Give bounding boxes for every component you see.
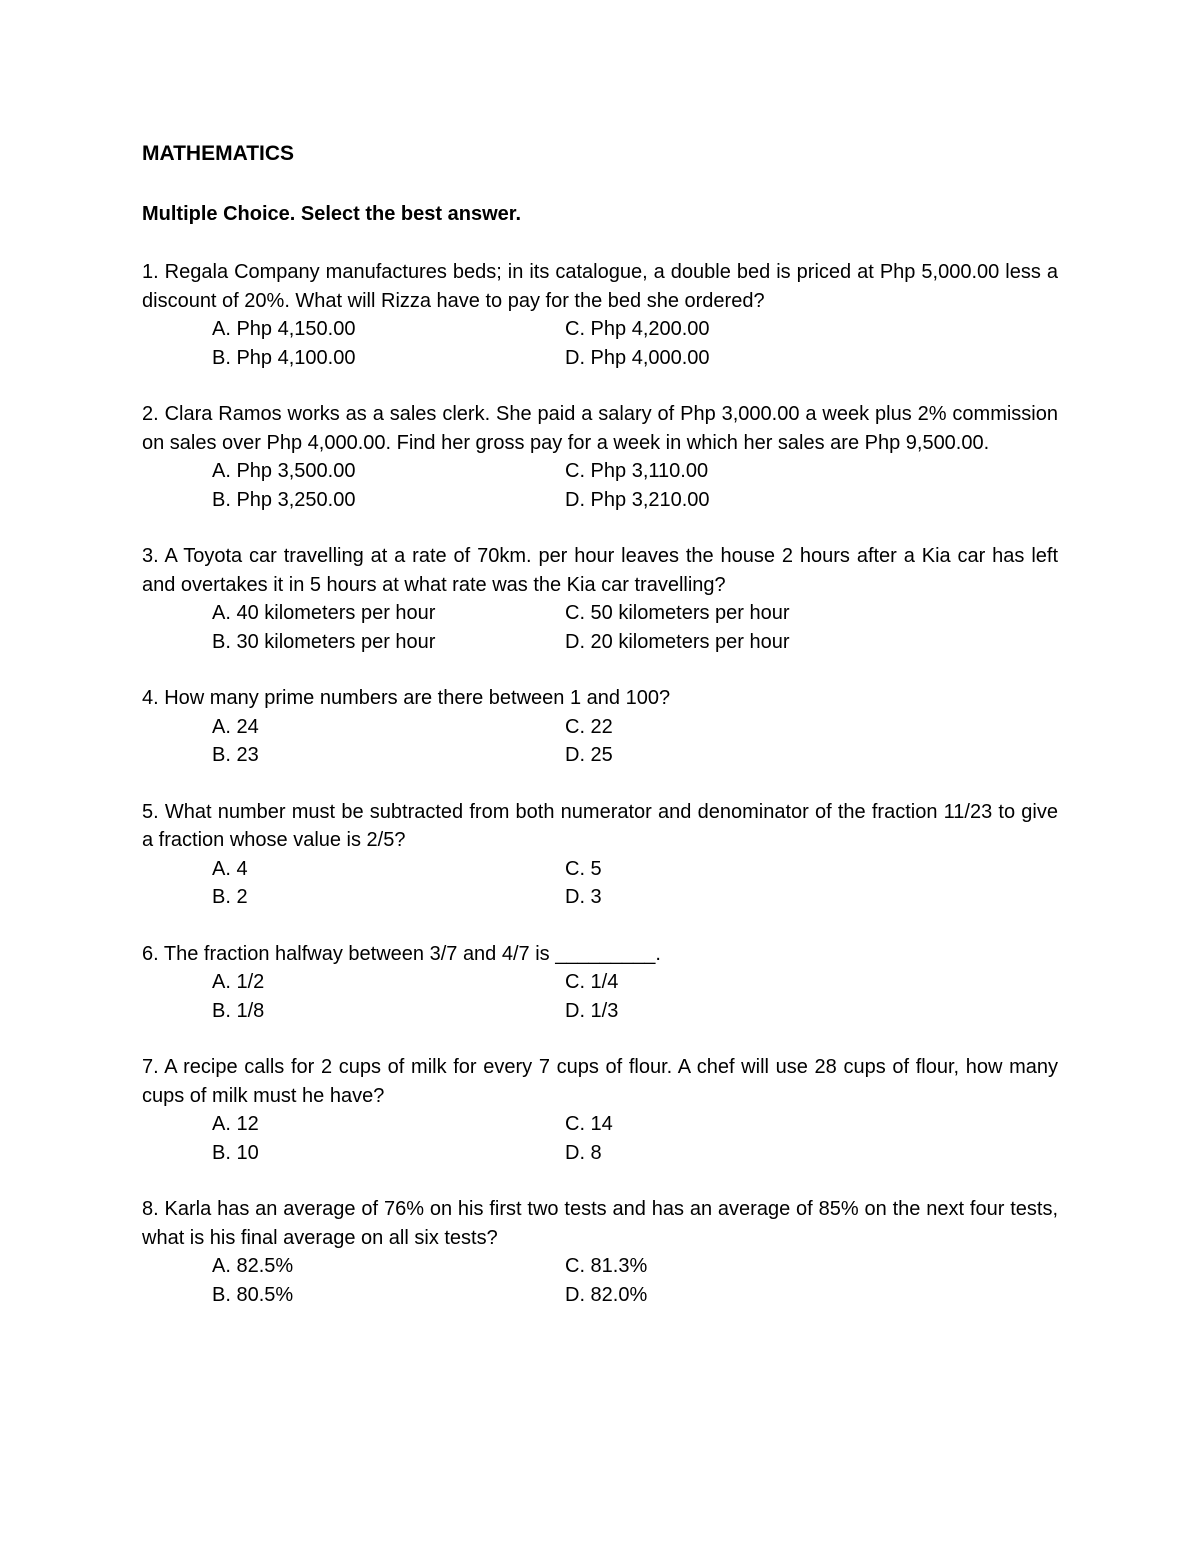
choice-list — [142, 968, 1058, 1025]
choice-c: C. 5 — [565, 857, 602, 880]
choice-d: D. 20 kilometers per hour — [565, 630, 790, 653]
choice-b: B. Php 4,100.00 — [212, 346, 356, 369]
choice-c: C. 22 — [565, 715, 613, 738]
choice-b: B. 30 kilometers per hour — [212, 630, 436, 653]
choice-a: A. 12 — [212, 1113, 259, 1135]
choice-list — [142, 599, 1058, 656]
question-2 — [142, 400, 1058, 514]
question-4 — [142, 684, 1058, 770]
choice-d: D. 1/3 — [565, 999, 619, 1022]
choice-list — [142, 315, 1058, 372]
question-1 — [142, 258, 1058, 372]
question-5 — [142, 798, 1058, 912]
choice-d: D. 3 — [565, 886, 602, 908]
question-7 — [142, 1053, 1058, 1167]
choice-list — [142, 1110, 1058, 1167]
choice-c: C. Php 3,110.00 — [565, 460, 709, 482]
choice-c: C. 81.3% — [565, 1255, 648, 1277]
choice-d: D. Php 3,210.00 — [565, 488, 710, 511]
document-title: MATHEMATICS — [142, 142, 295, 165]
choice-c: C. Php 4,200.00 — [565, 318, 710, 340]
choice-b: B. 80.5% — [212, 1283, 294, 1306]
question-text: 2. Clara Ramos works as a sales clerk. She paid a salary of Php 3,000.00 a week plus 2% commission on sales over Php 4,000.00. Find her gross pay for a week in which her sales are Php 9,500.00. — [142, 403, 1058, 454]
choice-b: B. 23 — [212, 744, 259, 766]
choice-d: D. 8 — [565, 1141, 602, 1164]
question-text: 8. Karla has an average of 76% on his first two tests and has an average of 85% on the next four tests, what is his final average on all six tests? — [142, 1198, 1058, 1249]
question-text: 3. A Toyota car travelling at a rate of 70km. per hour leaves the house 2 hours after a Kia car has left and overtakes it in 5 hours at what rate was the Kia car travelling? — [142, 545, 1058, 596]
choice-d: D. 82.0% — [565, 1283, 648, 1306]
choice-a: A. 24 — [212, 715, 259, 738]
question-text: 1. Regala Company manufactures beds; in its catalogue, a double bed is priced at Php 5,000.00 less a discount of 20%. What will Rizza have to pay for the bed she ordered? — [142, 261, 1058, 312]
choice-a: A. Php 3,500.00 — [212, 460, 356, 482]
question-text: 7. A recipe calls for 2 cups of milk for every 7 cups of flour. A chef will use 28 cups of flour, how many cups of milk must he have? — [142, 1056, 1058, 1107]
choice-a: A. 4 — [212, 857, 248, 880]
question-6 — [142, 940, 1058, 1026]
choice-a: A. 82.5% — [212, 1255, 294, 1277]
instructions: Multiple Choice. Select the best answer. — [142, 203, 521, 225]
choice-b: B. 10 — [212, 1141, 259, 1164]
choice-b: B. Php 3,250.00 — [212, 488, 356, 511]
question-8 — [142, 1195, 1058, 1309]
choice-d: D. Php 4,000.00 — [565, 346, 710, 369]
choice-c: C. 1/4 — [565, 971, 619, 993]
choice-list — [142, 1252, 1058, 1309]
choice-list — [142, 457, 1058, 514]
choice-a: A. 40 kilometers per hour — [212, 602, 436, 624]
choice-list — [142, 713, 1058, 770]
choice-a: A. 1/2 — [212, 971, 265, 993]
choice-a: A. Php 4,150.00 — [212, 318, 356, 340]
choice-b: B. 1/8 — [212, 999, 265, 1022]
question-text: 5. What number must be subtracted from both numerator and denominator of the fraction 11/23 to give a fraction whose value is 2/5? — [142, 800, 1058, 851]
choice-list — [142, 855, 1058, 912]
choice-b: B. 2 — [212, 886, 248, 908]
question-3 — [142, 542, 1058, 656]
question-text: 6. The fraction halfway between 3/7 and 4/7 is _________. — [142, 942, 661, 965]
choice-d: D. 25 — [565, 744, 613, 766]
choice-c: C. 14 — [565, 1113, 613, 1135]
choice-c: C. 50 kilometers per hour — [565, 602, 790, 624]
question-text: 4. How many prime numbers are there between 1 and 100? — [142, 687, 671, 709]
